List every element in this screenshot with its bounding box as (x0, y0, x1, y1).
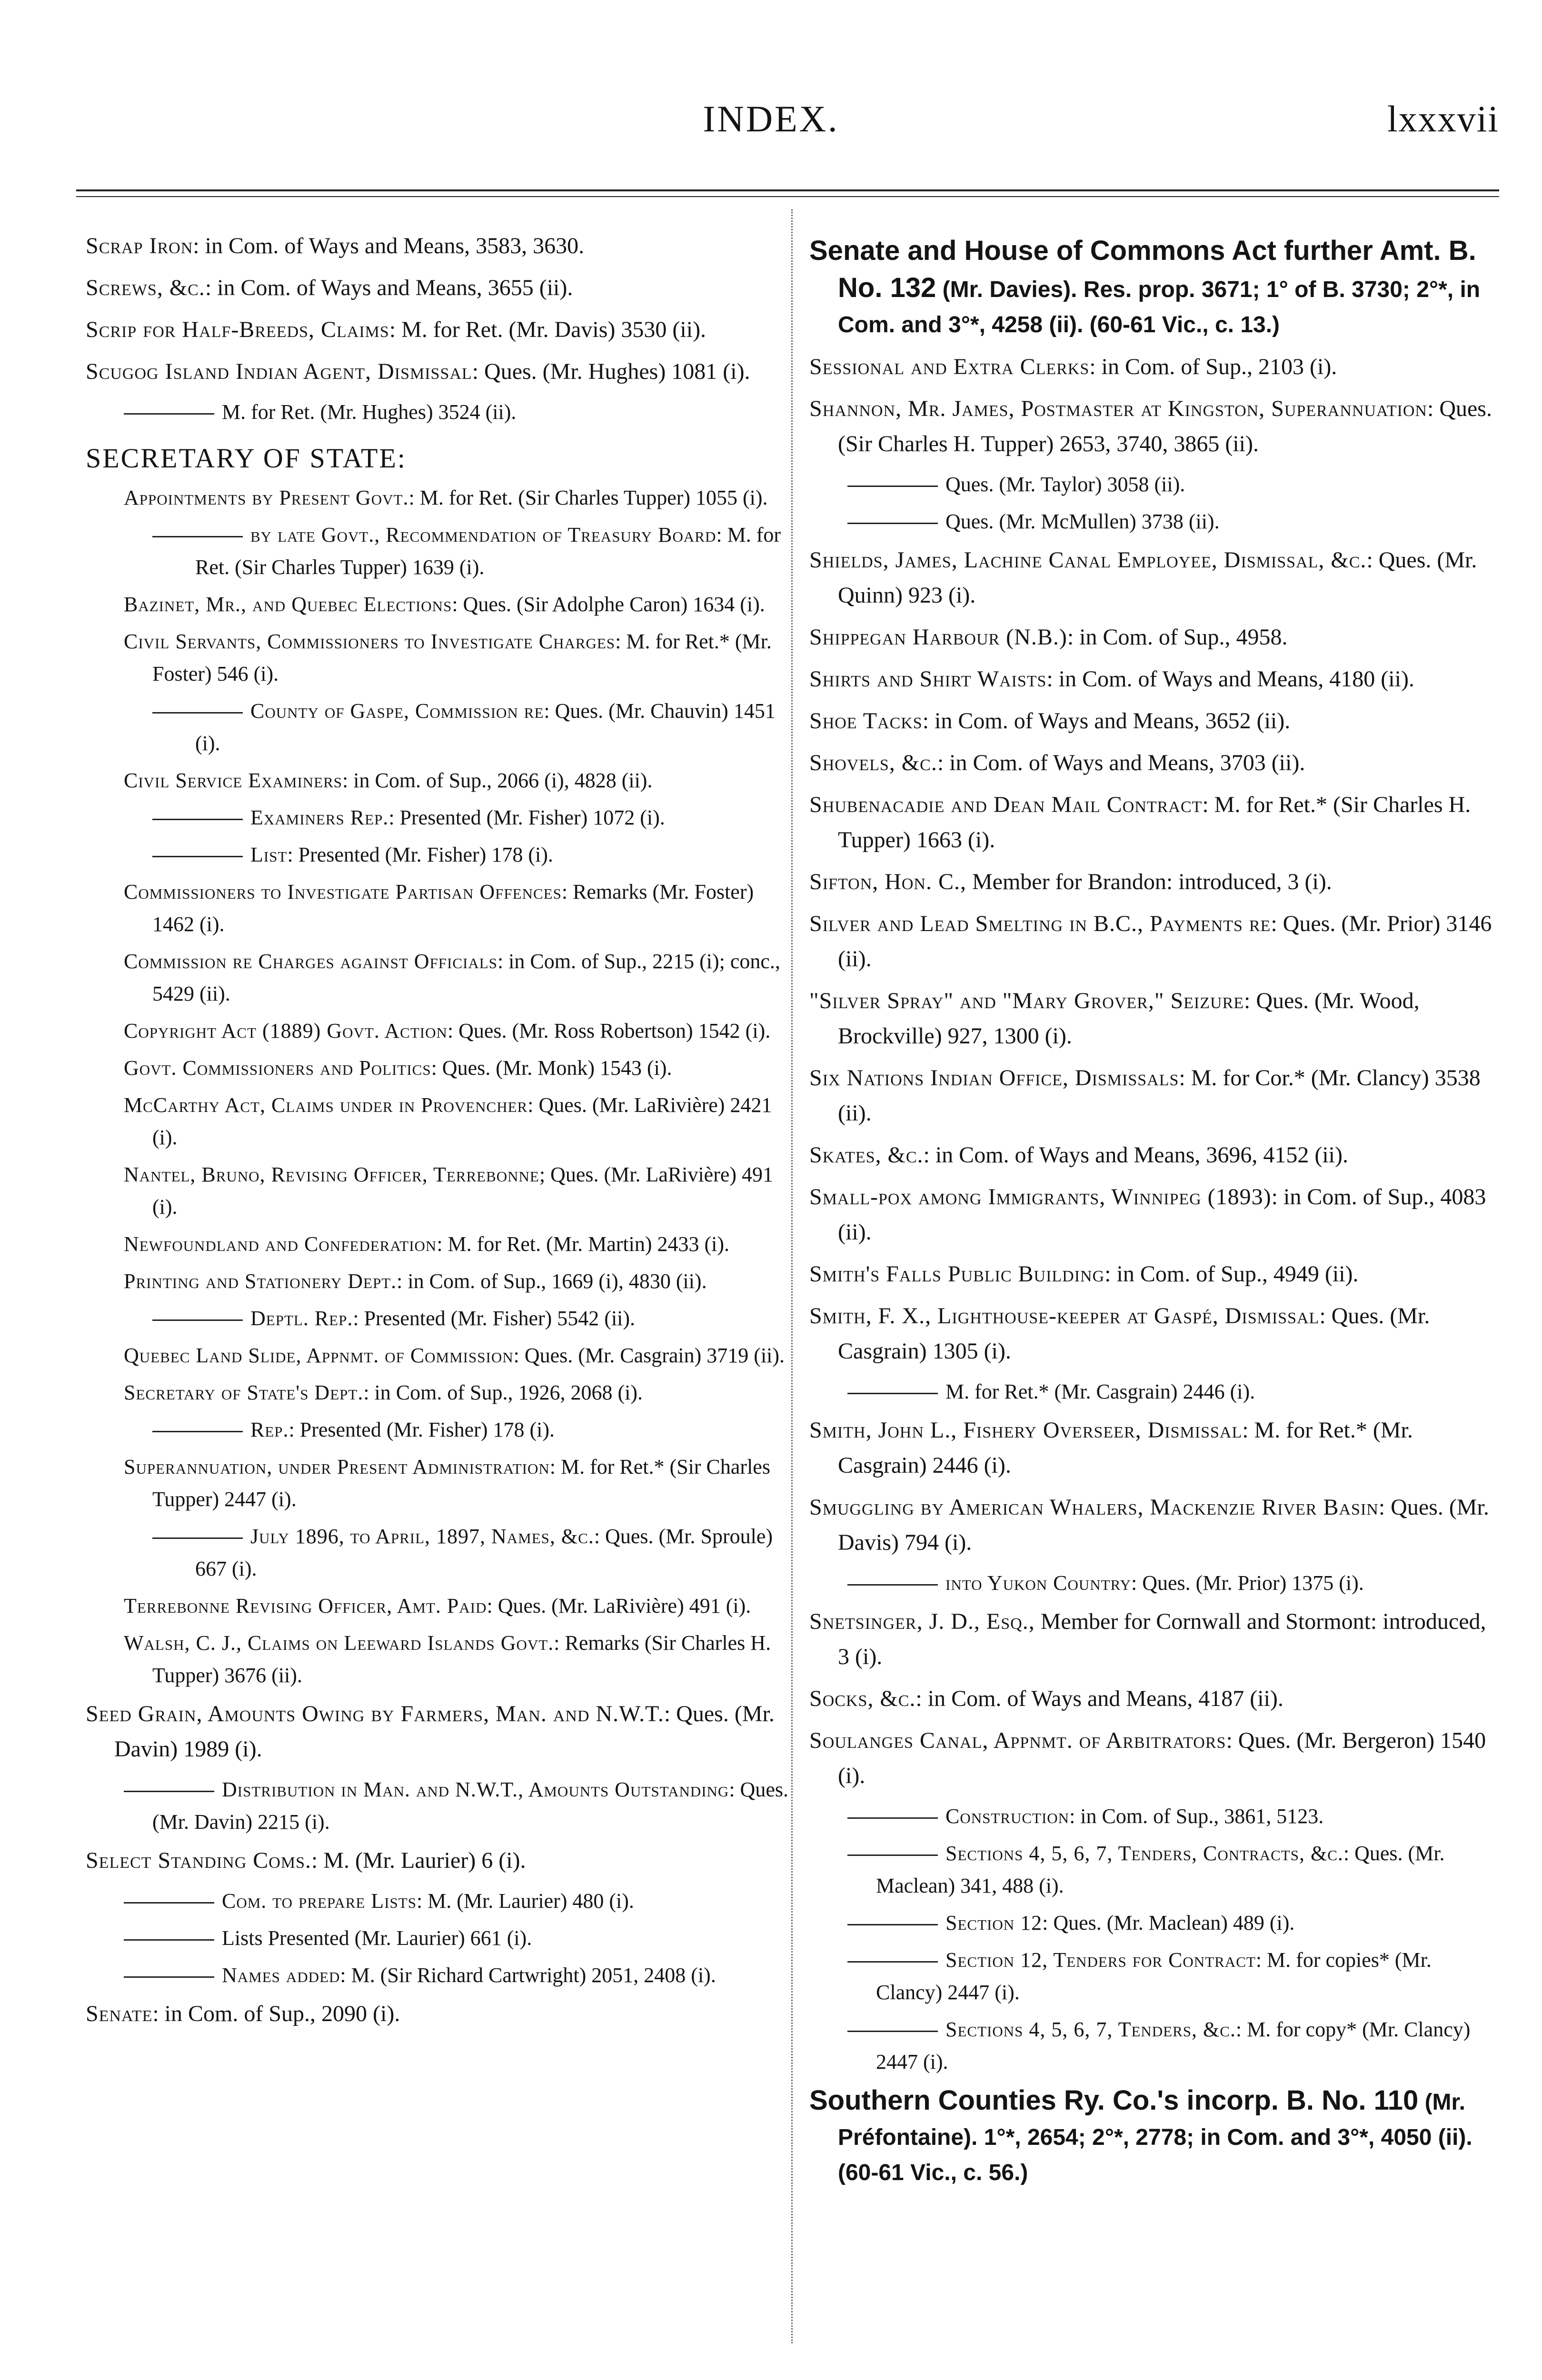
index-entry (809, 1413, 1500, 1483)
entry-heading: Names added (222, 1964, 340, 1987)
entry-reference: : in Com. of Sup., 2215 (i); conc., 5429 (ii). (152, 950, 780, 1005)
entry-reference: : in Com. of Sup., 1669 (i), 4830 (ii). (397, 1269, 707, 1293)
entry-reference: : M. for Ret. (Sir Charles Tupper) 1055 (i). (408, 486, 768, 509)
entry-heading: Select Standing Coms. (86, 1848, 311, 1873)
entry-heading: Superannuation, under Present Administration (124, 1455, 550, 1478)
entry-heading: Smith, John L., Fishery Overseer, Dismissal (809, 1418, 1243, 1443)
secretary-entries (86, 482, 790, 1692)
index-entry (809, 1180, 1500, 1250)
index-entry (809, 983, 1500, 1054)
index-entry (809, 1299, 1500, 1369)
index-entry (86, 1696, 790, 1767)
entry-heading: Construction (945, 1805, 1070, 1828)
ditto-dash (847, 523, 938, 524)
entry-reference: : Remarks (Sir Charles H. Tupper) 3676 (ii). (152, 1631, 771, 1687)
entry-reference: : Presented (Mr. Fisher) 178 (i). (289, 1418, 555, 1441)
index-entry (809, 1944, 1500, 2009)
entry-heading: Shields, James, Lachine Canal Employee, Dismissal, &c. (809, 547, 1367, 573)
index-entry (86, 354, 790, 389)
entry-reference: : Ques. (Mr. LaRivière) 491 (i). (487, 1594, 751, 1617)
entry-heading: Walsh, C. J., Claims on Leeward Islands Govt. (124, 1631, 554, 1655)
entry-reference: : in Com. of Ways and Means, 3583, 3630. (193, 233, 585, 258)
index-entry (86, 482, 790, 514)
entry-heading: Sections 4, 5, 6, 7, Tenders, Contracts, &c. (945, 1842, 1343, 1865)
entry-reference: : in Com. of Sup., 4949 (ii). (1104, 1261, 1359, 1287)
entry-heading: Civil Service Examiners (124, 769, 343, 792)
entry-heading: Shippegan Harbour (N.B.) (809, 625, 1067, 650)
index-entry (809, 704, 1500, 739)
entry-heading: July 1896, to April, 1897, Names, &c. (250, 1525, 594, 1548)
entry-heading: Smuggling by American Whalers, Mackenzie River Basin (809, 1495, 1379, 1520)
entry-heading: Screws, &c. (86, 275, 205, 300)
ditto-dash (152, 819, 243, 820)
ditto-dash (152, 536, 243, 537)
entry-heading: "Silver Spray" and "Mary Grover," Seizure (809, 988, 1244, 1013)
entry-reference: : in Com. of Sup., 1926, 2068 (i). (363, 1381, 643, 1404)
column-divider (791, 209, 793, 2343)
right-entries (809, 233, 1500, 2191)
entry-reference: M. for Ret. (Mr. Hughes) 3524 (ii). (222, 400, 517, 424)
index-entry (86, 588, 790, 621)
index-entry (86, 1959, 790, 1992)
page-number: lxxxvii (1387, 98, 1499, 139)
ditto-dash (847, 1393, 938, 1394)
ditto-dash (152, 712, 243, 714)
entry-reference: : M. for copy* (Mr. Clancy) 2447 (i). (876, 2018, 1471, 2073)
ditto-dash (152, 856, 243, 857)
entry-heading: Sessional and Extra Clerks (809, 354, 1090, 379)
index-entry (809, 468, 1500, 501)
entry-reference: Member for Cornwall and Stormont: introduced, 3 (i). (838, 1609, 1486, 1669)
entry-reference: : Ques. (Mr. Ross Robertson) 1542 (i). (447, 1019, 771, 1042)
entry-reference: : Ques. (Mr. Prior) 1375 (i). (1131, 1571, 1364, 1595)
entry-heading: Scrap Iron (86, 233, 193, 258)
index-entry (86, 1774, 790, 1838)
entry-reference: : M. for Cor.* (Mr. Clancy) 3538 (ii). (838, 1065, 1481, 1126)
entry-reference: : in Com. of Ways and Means, 3703 (ii). (937, 750, 1305, 775)
entry-heading: Newfoundland and Confederation (124, 1232, 437, 1256)
entry-reference: : Ques. (Mr. Davin) 1989 (i). (114, 1701, 775, 1762)
index-entry (809, 233, 1500, 343)
index-entry (809, 1837, 1500, 1902)
entry-reference: : Ques. (Mr. Casgrain) 3719 (ii). (513, 1344, 785, 1367)
index-entry (86, 1228, 790, 1260)
index-entry (809, 2013, 1500, 2078)
index-entry (809, 1567, 1500, 1599)
entry-heading: Silver and Lead Smelting in B.C., Payments re (809, 911, 1271, 936)
entry-heading: Nantel, Bruno, Revising Officer, Terrebonne (124, 1163, 539, 1186)
entry-heading: Deptl. Rep. (250, 1307, 353, 1330)
entry-reference: : Presented (Mr. Fisher) 178 (i). (287, 843, 553, 866)
entry-reference: Member for Brandon: introduced, 3 (i). (966, 869, 1332, 894)
entry-reference: : Ques. (Mr. Davis) 794 (i). (838, 1495, 1489, 1555)
entry-heading: County of Gaspe, Commission re (250, 699, 544, 723)
index-entry (809, 1907, 1500, 1939)
index-entry (86, 396, 790, 428)
entry-heading: Senate and House of Commons Act further Amt. B. No. 132 (809, 235, 1476, 303)
ditto-dash (152, 1537, 243, 1539)
index-entry (86, 1922, 790, 1954)
entry-heading: Small-pox among Immigrants, Winnipeg (1893) (809, 1184, 1272, 1210)
entry-reference: M. for Ret.* (Mr. Casgrain) 2446 (i). (945, 1380, 1255, 1403)
entry-reference: : Ques. (Mr. LaRivière) 2421 (i). (152, 1093, 772, 1149)
entry-heading: Seed Grain, Amounts Owing by Farmers, Man. and N.W.T. (86, 1701, 664, 1726)
index-entry (809, 543, 1500, 613)
entry-reference: : Presented (Mr. Fisher) 5542 (ii). (353, 1307, 636, 1330)
index-entry (86, 1414, 790, 1446)
entry-heading: Sections 4, 5, 6, 7, Tenders, &c. (945, 2018, 1236, 2041)
index-entry (809, 1490, 1500, 1560)
index-entry (809, 1376, 1500, 1408)
entry-heading: Soulanges Canal, Appnmt. of Arbitrators (809, 1728, 1226, 1753)
entry-reference: : M. for Ret.* (Mr. Foster) 546 (i). (152, 630, 772, 685)
ditto-dash (847, 1817, 938, 1819)
index-entry (86, 1627, 790, 1692)
index-entry (809, 745, 1500, 781)
index-entry (86, 625, 790, 690)
entry-reference: : in Com. of Sup., 2103 (i). (1089, 354, 1337, 379)
entry-reference: : Ques. (Mr. Casgrain) 1305 (i). (838, 1303, 1430, 1364)
index-entry (809, 906, 1500, 977)
ditto-dash (847, 1961, 938, 1963)
entry-heading: Senate (86, 2001, 153, 2026)
index-entry (809, 2083, 1500, 2191)
entry-reference: (Mr. Préfontaine). 1°*, 2654; 2°*, 2778; in Com. and 3°*, 4050 (ii). (60-61 Vic., c. 56.) (838, 2090, 1472, 2185)
entry-reference: ; Ques. (Mr. LaRivière) 491 (i). (152, 1163, 774, 1219)
entry-reference: : in Com. of Sup., 2066 (i), 4828 (ii). (342, 769, 653, 792)
ditto-dash (847, 2031, 938, 2032)
entry-heading: Shovels, &c. (809, 750, 937, 775)
entry-reference: Ques. (Mr. McMullen) 3738 (ii). (945, 510, 1220, 533)
entry-heading: Govt. Commissioners and Politics (124, 1056, 431, 1080)
entry-reference: : Ques. (Mr. Chauvin) 1451 (i). (195, 699, 776, 755)
header-rule-thin (76, 196, 1499, 197)
entry-reference: : Ques. (Mr. Sproule) 667 (i). (195, 1525, 773, 1580)
entry-heading: Southern Counties Ry. Co.'s incorp. B. No. 110 (809, 2085, 1419, 2116)
entry-reference: : in Com. of Sup., 4958. (1067, 625, 1288, 650)
index-entry (86, 945, 790, 1010)
entry-reference: : M. for Ret. (Mr. Martin) 2433 (i). (437, 1232, 730, 1256)
entry-reference: : Ques. (Mr. Wood, Brockville) 927, 1300 (i). (838, 988, 1420, 1049)
entry-reference: : Presented (Mr. Fisher) 1072 (i). (388, 806, 665, 829)
left-top-entries (86, 228, 790, 428)
entry-reference: : Ques. (Mr. Monk) 1543 (i). (431, 1056, 672, 1080)
index-entry (86, 1089, 790, 1154)
entry-reference: : Ques. (Mr. Maclean) 341, 488 (i). (876, 1842, 1445, 1897)
ditto-dash (124, 1902, 214, 1904)
ditto-dash (124, 1939, 214, 1941)
ditto-dash (847, 1854, 938, 1856)
index-entry (809, 1723, 1500, 1794)
entry-heading: McCarthy Act, Claims under in Provencher (124, 1093, 528, 1117)
entry-reference: : M. (Mr. Laurier) 6 (i). (311, 1848, 526, 1873)
entry-reference: : M. for Ret.* (Sir Charles H. Tupper) 1663 (i). (838, 792, 1471, 853)
entry-heading: Sifton, Hon. C., (809, 869, 966, 894)
left-bottom-entries (86, 1696, 790, 2032)
entry-reference: : Ques. (Mr. Prior) 3146 (ii). (838, 911, 1492, 972)
entry-heading: Secretary of State's Dept. (124, 1381, 364, 1404)
entry-reference: Lists Presented (Mr. Laurier) 661 (i). (222, 1926, 532, 1950)
entry-reference: : M. for Ret.* (Sir Charles Tupper) 2447 (i). (152, 1455, 770, 1511)
entry-reference: : M. for Ret. (Mr. Davis) 3530 (ii). (389, 317, 706, 342)
entry-heading: Six Nations Indian Office, Dismissals (809, 1065, 1179, 1091)
index-entry (86, 519, 790, 584)
entry-heading: Shoe Tacks (809, 708, 923, 734)
index-entry (86, 1159, 790, 1223)
entry-heading: Scugog Island Indian Agent, Dismissal (86, 359, 472, 384)
entry-heading: Smith's Falls Public Building (809, 1261, 1105, 1287)
entry-heading: Terrebonne Revising Officer, Amt. Paid (124, 1594, 487, 1617)
index-entry (86, 1339, 790, 1372)
entry-heading: Civil Servants, Commissioners to Investigate Charges (124, 630, 616, 653)
entry-heading: Section 12 (945, 1911, 1043, 1934)
index-entry (809, 620, 1500, 655)
entry-reference: : M. (Sir Richard Cartwright) 2051, 2408 (i). (340, 1964, 716, 1987)
index-entry (809, 506, 1500, 538)
index-entry (86, 1015, 790, 1047)
ditto-dash (152, 1319, 243, 1321)
left-column (86, 228, 790, 2038)
entry-heading: Quebec Land Slide, Appnmt. of Commission (124, 1344, 514, 1367)
entry-reference: : in Com. of Ways and Means, 4180 (ii). (1046, 666, 1414, 692)
index-entry (809, 1604, 1500, 1675)
entry-heading: Socks, &c. (809, 1686, 916, 1711)
section-heading: SECRETARY OF STATE: (86, 443, 407, 474)
entry-reference: : in Com. of Ways and Means, 3655 (ii). (205, 275, 573, 300)
entry-heading: Scrip for Half-Breeds, Claims (86, 317, 389, 342)
entry-heading: Shannon, Mr. James, Postmaster at Kingston, Superannuation (809, 396, 1427, 421)
entry-reference: : M. (Mr. Laurier) 480 (i). (416, 1889, 634, 1913)
index-entry (809, 1257, 1500, 1292)
entry-reference: : Ques. (Sir Adolphe Caron) 1634 (i). (452, 593, 765, 616)
index-entry (86, 1996, 790, 2032)
index-entry (809, 1800, 1500, 1833)
entry-reference: : M. for copies* (Mr. Clancy) 2447 (i). (876, 1948, 1432, 2004)
ditto-dash (124, 413, 214, 415)
index-entry (86, 1265, 790, 1298)
right-column (809, 228, 1500, 2197)
index-entry (86, 1843, 790, 1878)
entry-heading: Shubenacadie and Dean Mail Contract (809, 792, 1203, 817)
entry-reference: : Ques. (Mr. Bergeron) 1540 (i). (838, 1728, 1486, 1788)
entry-heading: Rep. (250, 1418, 289, 1441)
ditto-dash (847, 486, 938, 487)
index-entry (86, 1377, 790, 1409)
entry-heading: Commission re Charges against Officials (124, 950, 497, 973)
entry-heading: into Yukon Country (945, 1571, 1131, 1595)
entry-heading: Section 12, Tenders for Contract (945, 1948, 1256, 1972)
entry-reference: : M. for Ret.* (Mr. Casgrain) 2446 (i). (838, 1418, 1413, 1478)
index-entry (86, 695, 790, 760)
index-entry (86, 802, 790, 834)
entry-reference: Ques. (Mr. Taylor) 3058 (ii). (945, 473, 1185, 496)
entry-reference: : Ques. (Mr. Davin) 2215 (i). (152, 1778, 788, 1834)
index-entry (86, 1052, 790, 1084)
index-entry (809, 1061, 1500, 1131)
ditto-dash (847, 1584, 938, 1586)
index-entry (86, 312, 790, 347)
ditto-dash (847, 1924, 938, 1925)
index-entry (86, 876, 790, 941)
index-entry (86, 1520, 790, 1585)
entry-heading: Commissioners to Investigate Partisan Offences (124, 880, 562, 903)
ditto-dash (124, 1976, 214, 1978)
entry-heading: List (250, 843, 288, 866)
page-title: INDEX. (703, 98, 839, 139)
entry-heading: Printing and Stationery Dept. (124, 1269, 397, 1293)
entry-heading: Snetsinger, J. D., Esq., (809, 1609, 1035, 1634)
entry-heading: Skates, &c. (809, 1142, 924, 1168)
entry-reference: : in Com. of Sup., 2090 (i). (152, 2001, 400, 2026)
index-entry (809, 787, 1500, 858)
entry-heading: Smith, F. X., Lighthouse-keeper at Gaspé, Dismissal (809, 1303, 1320, 1329)
entry-reference: : M. for Ret. (Sir Charles Tupper) 1639 (i). (195, 523, 781, 579)
index-entry (809, 349, 1500, 385)
entry-reference: : Ques. (Sir Charles H. Tupper) 2653, 3740, 3865 (ii). (838, 396, 1492, 456)
index-entry (809, 1138, 1500, 1173)
entry-heading: by late Govt., Recommendation of Treasury Board (250, 523, 716, 546)
index-entry (86, 270, 790, 306)
index-entry (809, 391, 1500, 462)
index-entry (86, 1885, 790, 1917)
entry-heading: Com. to prepare Lists (222, 1889, 417, 1913)
entry-reference: : in Com. of Ways and Means, 4187 (ii). (915, 1686, 1283, 1711)
index-entry (809, 864, 1500, 900)
entry-reference: : Ques. (Mr. Hughes) 1081 (i). (472, 359, 750, 384)
entry-heading: Shirts and Shirt Waists (809, 666, 1047, 692)
entry-reference: : Ques. (Mr. Maclean) 489 (i). (1042, 1911, 1295, 1934)
index-entry (86, 1590, 790, 1622)
ditto-dash (124, 1791, 214, 1792)
entry-reference: : Ques. (Mr. Quinn) 923 (i). (838, 547, 1477, 608)
ditto-dash (152, 1431, 243, 1432)
entry-reference: : in Com. of Ways and Means, 3696, 4152 (ii). (923, 1142, 1348, 1168)
entry-heading: Bazinet, Mr., and Quebec Elections (124, 593, 452, 616)
entry-reference: : in Com. of Ways and Means, 3652 (ii). (922, 708, 1291, 734)
index-entry (86, 764, 790, 797)
index-entry (809, 662, 1500, 697)
index-entry (809, 1681, 1500, 1716)
entry-heading: Appointments by Present Govt. (124, 486, 409, 509)
entry-heading: Copyright Act (1889) Govt. Action (124, 1019, 448, 1042)
index-entry (86, 839, 790, 871)
entry-reference: (Mr. Davies). Res. prop. 3671; 1° of B. 3730; 2°*, in Com. and 3°*, 4258 (ii). (60-61 Vic., c. 13.) (838, 277, 1481, 337)
entry-reference: : in Com. of Sup., 4083 (ii). (838, 1184, 1486, 1245)
header-rule (76, 189, 1499, 191)
index-entry (86, 228, 790, 264)
index-entry (86, 1451, 790, 1516)
entry-heading: Examiners Rep. (250, 806, 389, 829)
entry-reference: : in Com. of Sup., 3861, 5123. (1069, 1805, 1324, 1828)
entry-heading: Distribution in Man. and N.W.T., Amounts Outstanding (222, 1778, 729, 1801)
index-entry (86, 1302, 790, 1335)
entry-reference: : Remarks (Mr. Foster) 1462 (i). (152, 880, 754, 936)
